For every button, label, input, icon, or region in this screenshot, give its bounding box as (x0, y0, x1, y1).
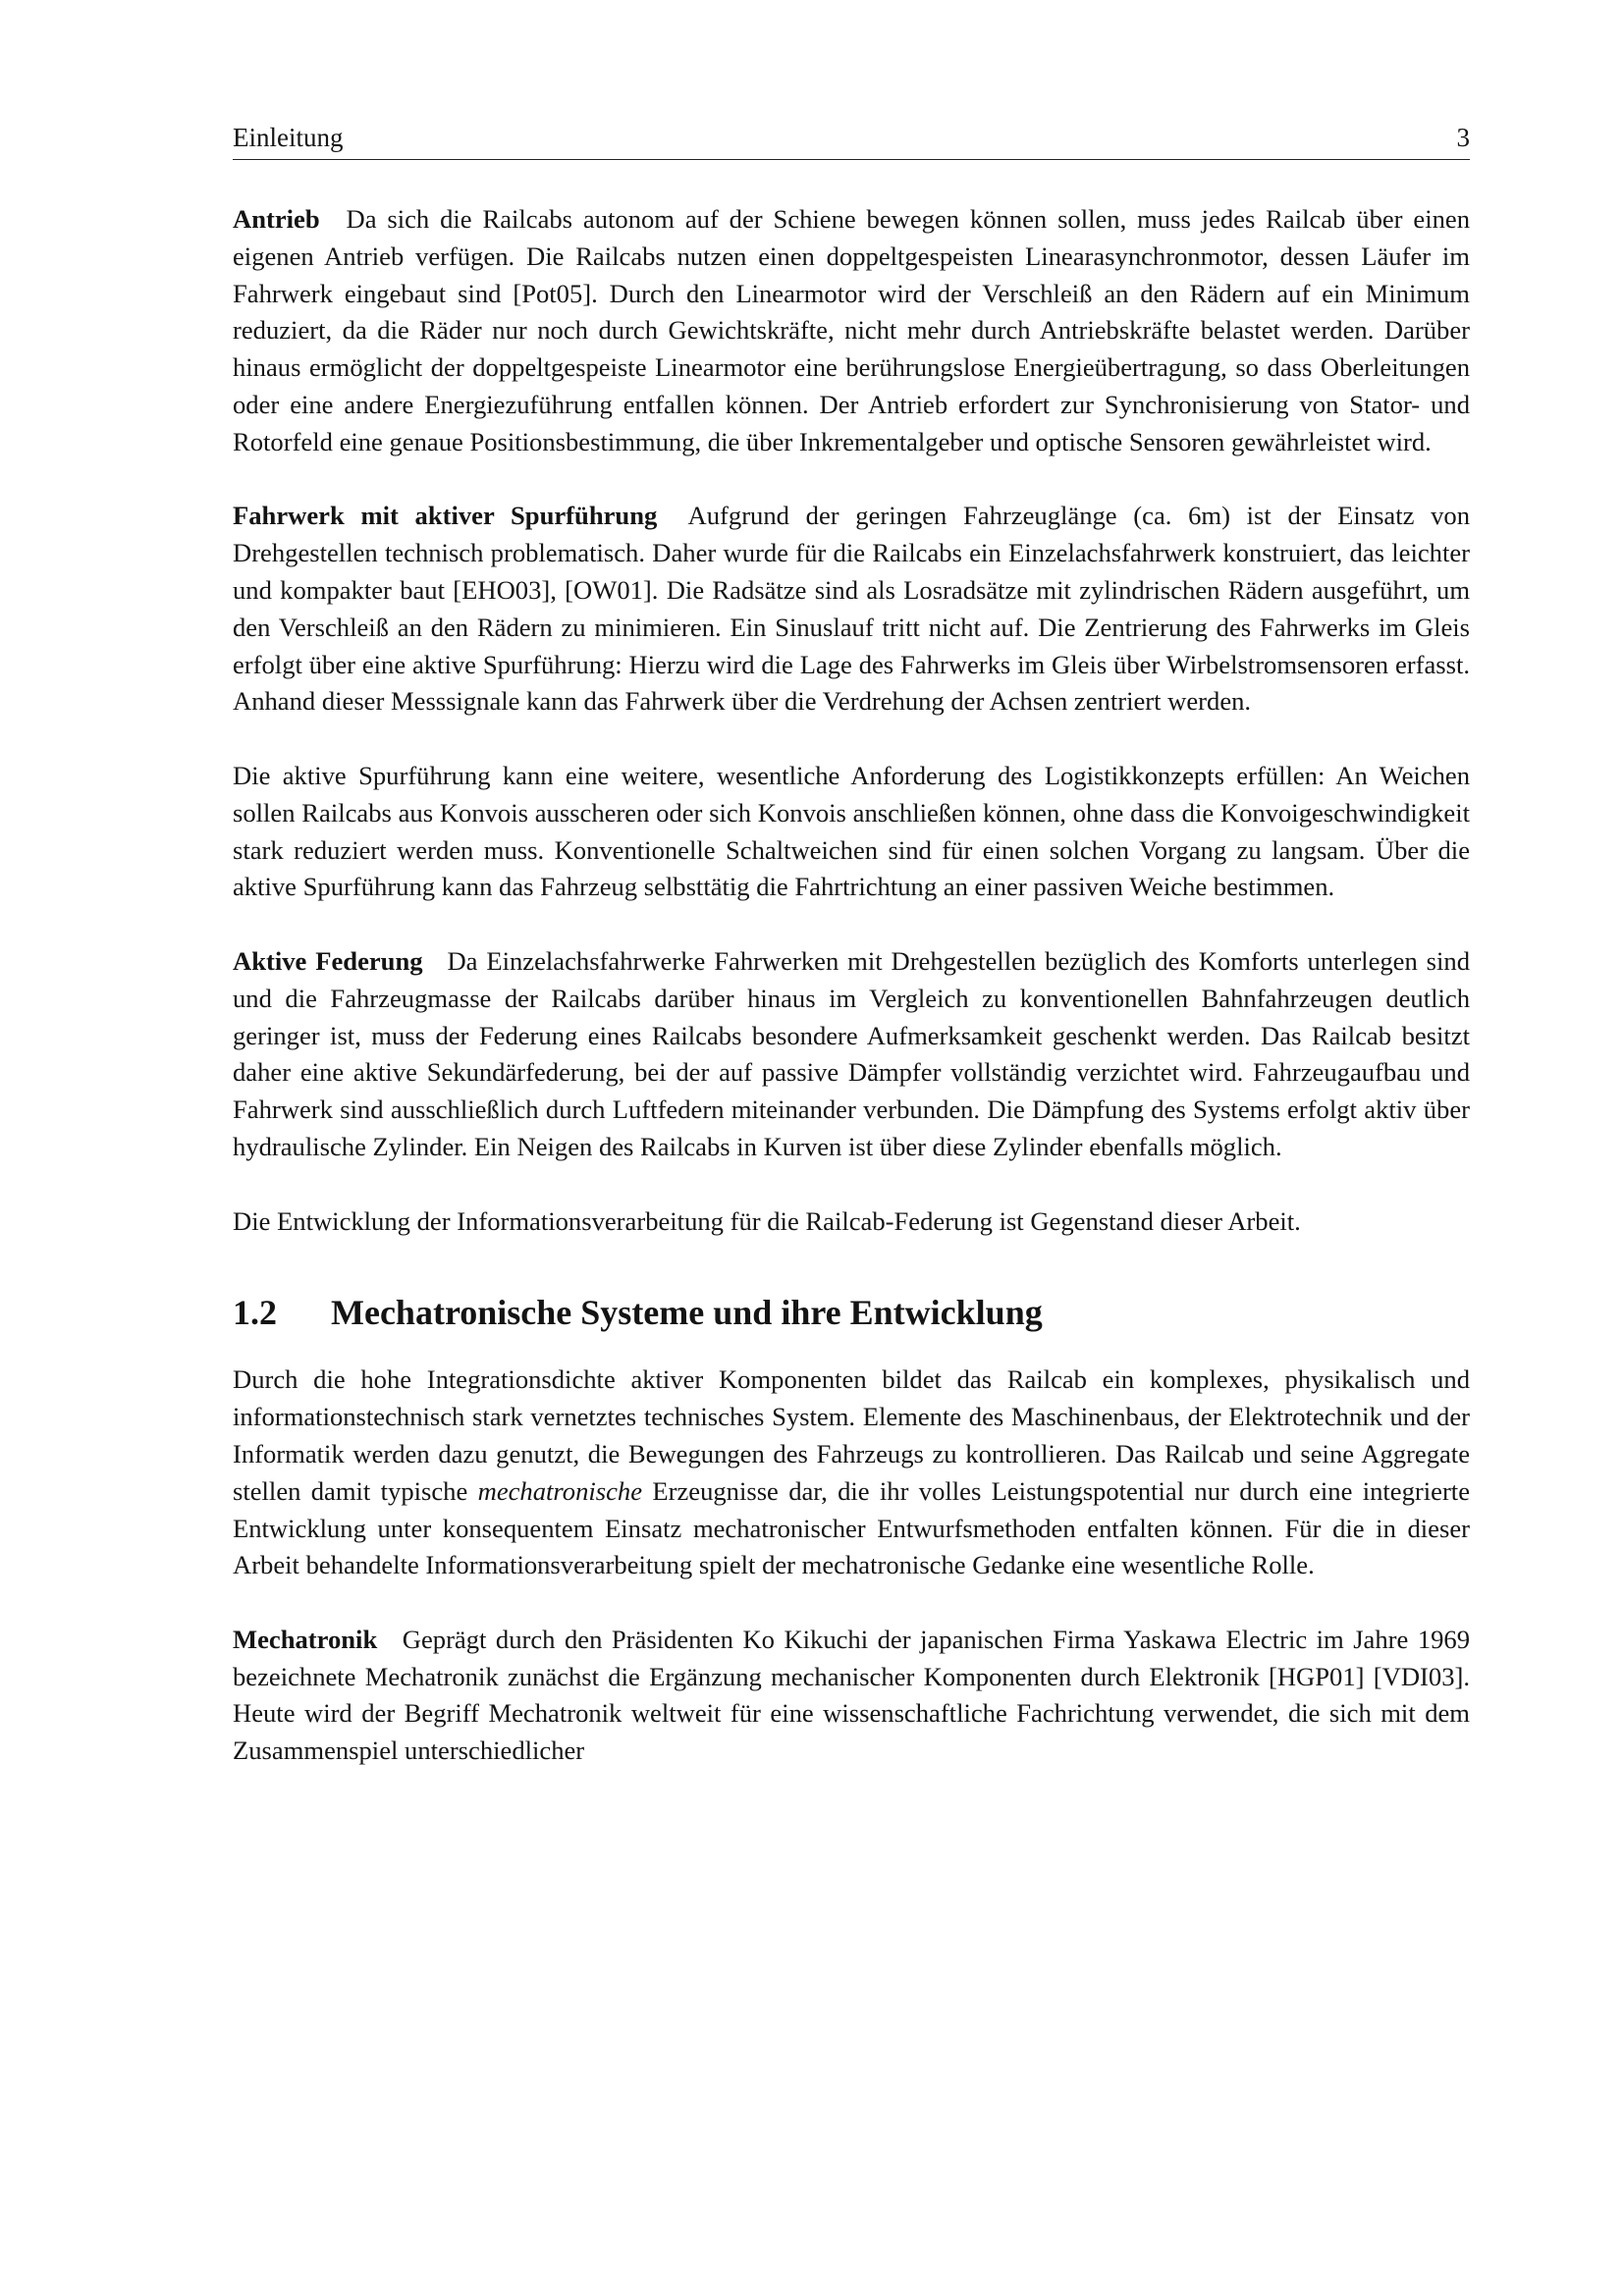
paragraph-text: Geprägt durch den Präsidenten Ko Kikuchi der japanischen Firma Yaskawa Electric im Jahre 1969 bezeichnete Mechatronik zunächst die Ergänzung mechanischer Komponenten durch Elektronik [HGP01] [VDI03]. Heute wird der Begriff Mechatronik weltweit für eine wissenschaftliche Fachrichtung verwendet, die sich mit dem Zusammenspiel unterschiedlicher (233, 1624, 1471, 1766)
paragraph-text: Erzeugnisse dar, die ihr volles Leistungspotential nur durch eine integrierte Entwicklung unter konsequentem Einsatz mechatronischer Entwurfsmethoden entfalten können. Für die in dieser Arbeit behandelte Informationsverarbeitung spielt der mechatronische Gedanke eine wesentliche Rolle. (233, 1475, 1471, 1580)
paragraph-gegenstand (233, 1203, 1470, 1241)
paragraph-lead: Antrieb (233, 204, 320, 234)
paragraph-lead: Aktive Federung (233, 945, 423, 976)
paragraph-fahrwerk (233, 498, 1470, 721)
section-title: Mechatronische Systeme und ihre Entwicklung (331, 1293, 1043, 1333)
section-number: 1.2 (233, 1293, 277, 1333)
section-heading (233, 1291, 1470, 1334)
emphasis-text: mechatronische (477, 1475, 643, 1506)
page (233, 120, 1470, 1807)
paragraph-mechatronik (233, 1622, 1470, 1770)
page-number: 3 (1456, 123, 1470, 152)
paragraph-lead: Fahrwerk mit aktiver Spurführung (233, 501, 658, 531)
paragraph-antrieb (233, 201, 1470, 461)
paragraph-text: Aufgrund der geringen Fahrzeuglänge (ca. 6m) ist der Einsatz von Drehgestellen technisch problematisch. Daher wurde für die Railcabs ein Einzelachsfahrwerk konstruiert, das leichter und kompakter baut [EHO03], [OW01]. Die Radsätze sind als Losradsätze mit zylindrischen Rädern ausgeführt, um den Verschleiß an den Rädern zu minimieren. Ein Sinuslauf tritt nicht auf. Die Zentrierung des Fahrwerks im Gleis erfolgt über eine aktive Spurführung: Hierzu wird die Lage des Fahrwerks im Gleis über Wirbelstromsensoren erfasst. Anhand dieser Messsignale kann das Fahrwerk über die Verdrehung der Achsen zentriert werden. (233, 501, 1471, 717)
running-head (233, 120, 1470, 160)
paragraph-text: Da Einzelachsfahrwerke Fahrwerken mit Drehgestellen bezüglich des Komforts unterlegen sind und die Fahrzeugmasse der Railcabs darüber hinaus im Vergleich zu konventionellen Bahnfahrzeugen deutlich geringer ist, muss der Federung eines Railcabs besondere Aufmerksamkeit geschenkt werden. Das Railcab besitzt daher eine aktive Sekundärfederung, bei der auf passive Dämpfer vollständig verzichtet wird. Fahrzeugaufbau und Fahrwerk sind ausschließlich durch Luftfedern miteinander verbunden. Die Dämpfung des Systems erfolgt aktiv über hydraulische Zylinder. Ein Neigen des Railcabs in Kurven ist über diese Zylinder ebenfalls möglich. (233, 945, 1470, 1161)
paragraph-text: Durch die hohe Integrationsdichte aktiver Komponenten bildet das Railcab ein komplexes, physikalisch und informationstechnisch stark vernetztes technisches System. Elemente des Maschinenbaus, der Elektrotechnik und der Informatik werden dazu genutzt, die Bewegungen des Fahrzeugs zu kontrollieren. Das Railcab und seine Aggregate stellen damit typische (233, 1364, 1470, 1506)
paragraph-text: Die Entwicklung der Informationsverarbeitung für die Railcab-Federung ist Gegenstand dieser Arbeit. (233, 1205, 1301, 1236)
paragraph-text: Da sich die Railcabs autonom auf der Schiene bewegen können sollen, muss jedes Railcab über einen eigenen Antrieb verfügen. Die Railcabs nutzen einen doppeltgespeisten Linearasynchronmotor, dessen Läufer im Fahrwerk eingebaut sind [Pot05]. Durch den Linearmotor wird der Verschleiß an den Rädern auf ein Minimum reduziert, da die Räder nur noch durch Gewichtskräfte, nicht mehr durch Antriebskräfte belastet werden. Darüber hinaus ermöglicht der doppeltgespeiste Linearmotor eine berührungslose Energieübertragung, so dass Oberleitungen oder eine andere Energiezuführung entfallen können. Der Antrieb erfordert zur Synchronisierung von Stator- und Rotorfeld eine genaue Positionsbestimmung, die über Inkrementalgeber und optische Sensoren gewährleistet wird. (233, 204, 1470, 456)
paragraph-text: Die aktive Spurführung kann eine weitere, wesentliche Anforderung des Logistikkonzepts erfüllen: An Weichen sollen Railcabs aus Konvois ausscheren oder sich Konvois anschließen können, ohne dass die Konvoigeschwindigkeit stark reduziert werden muss. Konventionelle Schaltweichen sind für einen solchen Vorgang zu langsam. Über die aktive Spurführung kann das Fahrzeug selbsttätig die Fahrtrichtung an einer passiven Weiche bestimmen. (233, 760, 1470, 902)
paragraph-federung (233, 943, 1470, 1166)
chapter-title: Einleitung (233, 123, 344, 152)
paragraph-spurfuehrung (233, 758, 1470, 906)
paragraph-lead: Mechatronik (233, 1624, 378, 1654)
paragraph-mechatronik-intro (233, 1362, 1470, 1584)
body-text (233, 201, 1470, 1770)
